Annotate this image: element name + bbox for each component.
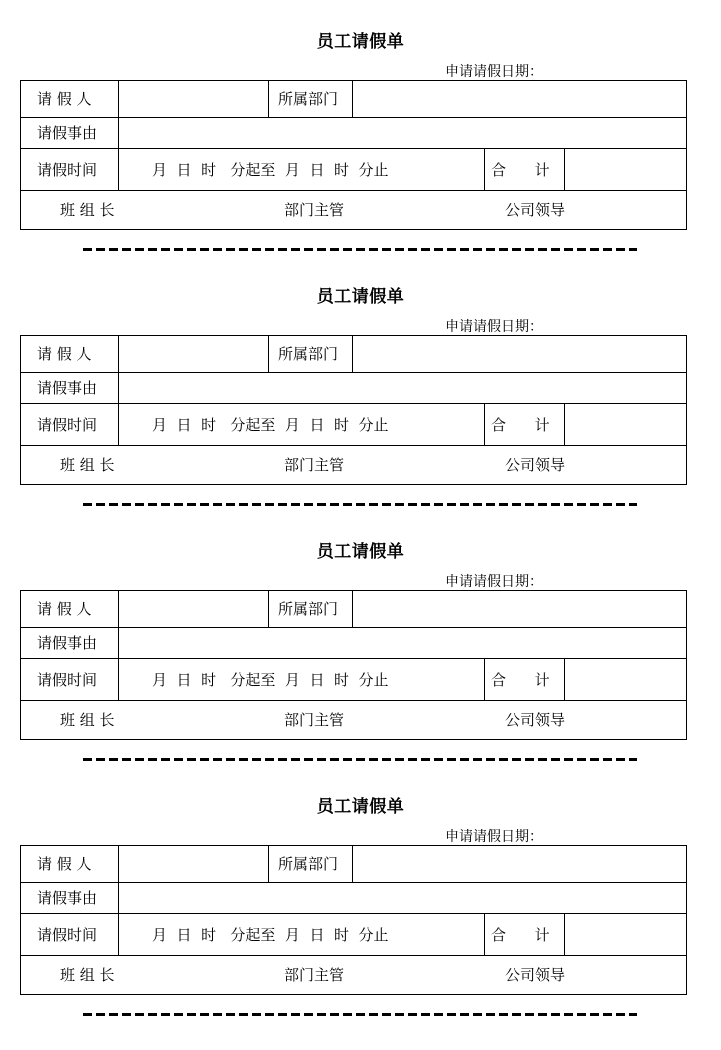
- leave-table: [20, 335, 687, 485]
- col-divider: [352, 846, 353, 882]
- leave-table: [20, 845, 687, 995]
- time-range-text[interactable]: 月 日 时 分起至 月 日 时 分止: [152, 416, 389, 434]
- dept-supervisor-label: 部门主管: [284, 711, 345, 729]
- company-leader-label: 公司领导: [505, 966, 566, 984]
- department-label: 所属部门: [278, 345, 339, 363]
- col-divider: [118, 591, 119, 700]
- total-field[interactable]: [566, 660, 684, 699]
- applicant-label: 请 假 人: [37, 90, 92, 108]
- total-field[interactable]: [566, 405, 684, 444]
- applicant-label: 请 假 人: [37, 855, 92, 873]
- application-date-label: 申请请假日期：: [445, 319, 543, 335]
- col-divider: [484, 913, 485, 955]
- col-divider: [484, 403, 485, 445]
- reason-field[interactable]: [120, 374, 684, 402]
- time-range-text[interactable]: 月 日 时 分起至 月 日 时 分止: [152, 161, 389, 179]
- time-label: 请假时间: [37, 671, 98, 689]
- col-divider: [564, 658, 565, 700]
- team-leader-label: 班 组 长: [60, 711, 115, 729]
- col-divider: [268, 336, 269, 372]
- reason-label: 请假事由: [37, 124, 98, 142]
- time-label: 请假时间: [37, 416, 98, 434]
- team-leader-label: 班 组 长: [60, 456, 115, 474]
- col-divider: [118, 336, 119, 445]
- time-range-text[interactable]: 月 日 时 分起至 月 日 时 分止: [152, 926, 389, 944]
- leave-table: [20, 590, 687, 740]
- reason-label: 请假事由: [37, 634, 98, 652]
- form-title: 员工请假单: [316, 797, 405, 817]
- row-divider: [21, 445, 686, 446]
- application-date-label: 申请请假日期：: [445, 574, 543, 590]
- cut-line-divider: [83, 1013, 637, 1016]
- dept-supervisor-label: 部门主管: [284, 966, 345, 984]
- row-divider: [21, 700, 686, 701]
- row-divider: [21, 117, 686, 118]
- col-divider: [118, 846, 119, 955]
- cut-line-divider: [83, 758, 637, 761]
- row-divider: [21, 148, 686, 149]
- reason-field[interactable]: [120, 629, 684, 657]
- applicant-label: 请 假 人: [37, 600, 92, 618]
- row-divider: [21, 372, 686, 373]
- applicant-field[interactable]: [120, 81, 267, 116]
- leave-request-form: [0, 275, 721, 530]
- department-label: 所属部门: [278, 600, 339, 618]
- leave-table: [20, 80, 687, 230]
- leave-request-form: [0, 785, 721, 1040]
- department-label: 所属部门: [278, 855, 339, 873]
- reason-field[interactable]: [120, 884, 684, 912]
- applicant-field[interactable]: [120, 846, 267, 881]
- team-leader-label: 班 组 长: [60, 966, 115, 984]
- col-divider: [352, 81, 353, 117]
- dept-supervisor-label: 部门主管: [284, 456, 345, 474]
- col-divider: [268, 846, 269, 882]
- time-label: 请假时间: [37, 926, 98, 944]
- col-divider: [564, 403, 565, 445]
- total-label: 合 计: [491, 416, 550, 434]
- applicant-field[interactable]: [120, 591, 267, 626]
- department-field[interactable]: [354, 846, 684, 881]
- department-label: 所属部门: [278, 90, 339, 108]
- col-divider: [484, 658, 485, 700]
- row-divider: [21, 658, 686, 659]
- row-divider: [21, 882, 686, 883]
- department-field[interactable]: [354, 591, 684, 626]
- team-leader-label: 班 组 长: [60, 201, 115, 219]
- row-divider: [21, 190, 686, 191]
- reason-label: 请假事由: [37, 889, 98, 907]
- application-date-label: 申请请假日期：: [445, 64, 543, 80]
- form-title: 员工请假单: [316, 287, 405, 307]
- col-divider: [484, 148, 485, 190]
- cut-line-divider: [83, 503, 637, 506]
- col-divider: [118, 81, 119, 190]
- time-range-text[interactable]: 月 日 时 分起至 月 日 时 分止: [152, 671, 389, 689]
- col-divider: [268, 81, 269, 117]
- row-divider: [21, 913, 686, 914]
- total-label: 合 计: [491, 671, 550, 689]
- total-field[interactable]: [566, 915, 684, 954]
- cut-line-divider: [83, 248, 637, 251]
- total-field[interactable]: [566, 150, 684, 189]
- application-date-label: 申请请假日期：: [445, 829, 543, 845]
- applicant-label: 请 假 人: [37, 345, 92, 363]
- reason-label: 请假事由: [37, 379, 98, 397]
- col-divider: [352, 591, 353, 627]
- form-title: 员工请假单: [316, 542, 405, 562]
- total-label: 合 计: [491, 161, 550, 179]
- department-field[interactable]: [354, 336, 684, 371]
- total-label: 合 计: [491, 926, 550, 944]
- leave-request-form: [0, 530, 721, 785]
- col-divider: [352, 336, 353, 372]
- col-divider: [268, 591, 269, 627]
- company-leader-label: 公司领导: [505, 456, 566, 474]
- dept-supervisor-label: 部门主管: [284, 201, 345, 219]
- col-divider: [564, 148, 565, 190]
- leave-request-form: [0, 20, 721, 275]
- time-label: 请假时间: [37, 161, 98, 179]
- company-leader-label: 公司领导: [505, 201, 566, 219]
- row-divider: [21, 403, 686, 404]
- col-divider: [564, 913, 565, 955]
- reason-field[interactable]: [120, 119, 684, 147]
- department-field[interactable]: [354, 81, 684, 116]
- form-title: 员工请假单: [316, 32, 405, 52]
- row-divider: [21, 955, 686, 956]
- applicant-field[interactable]: [120, 336, 267, 371]
- row-divider: [21, 627, 686, 628]
- company-leader-label: 公司领导: [505, 711, 566, 729]
